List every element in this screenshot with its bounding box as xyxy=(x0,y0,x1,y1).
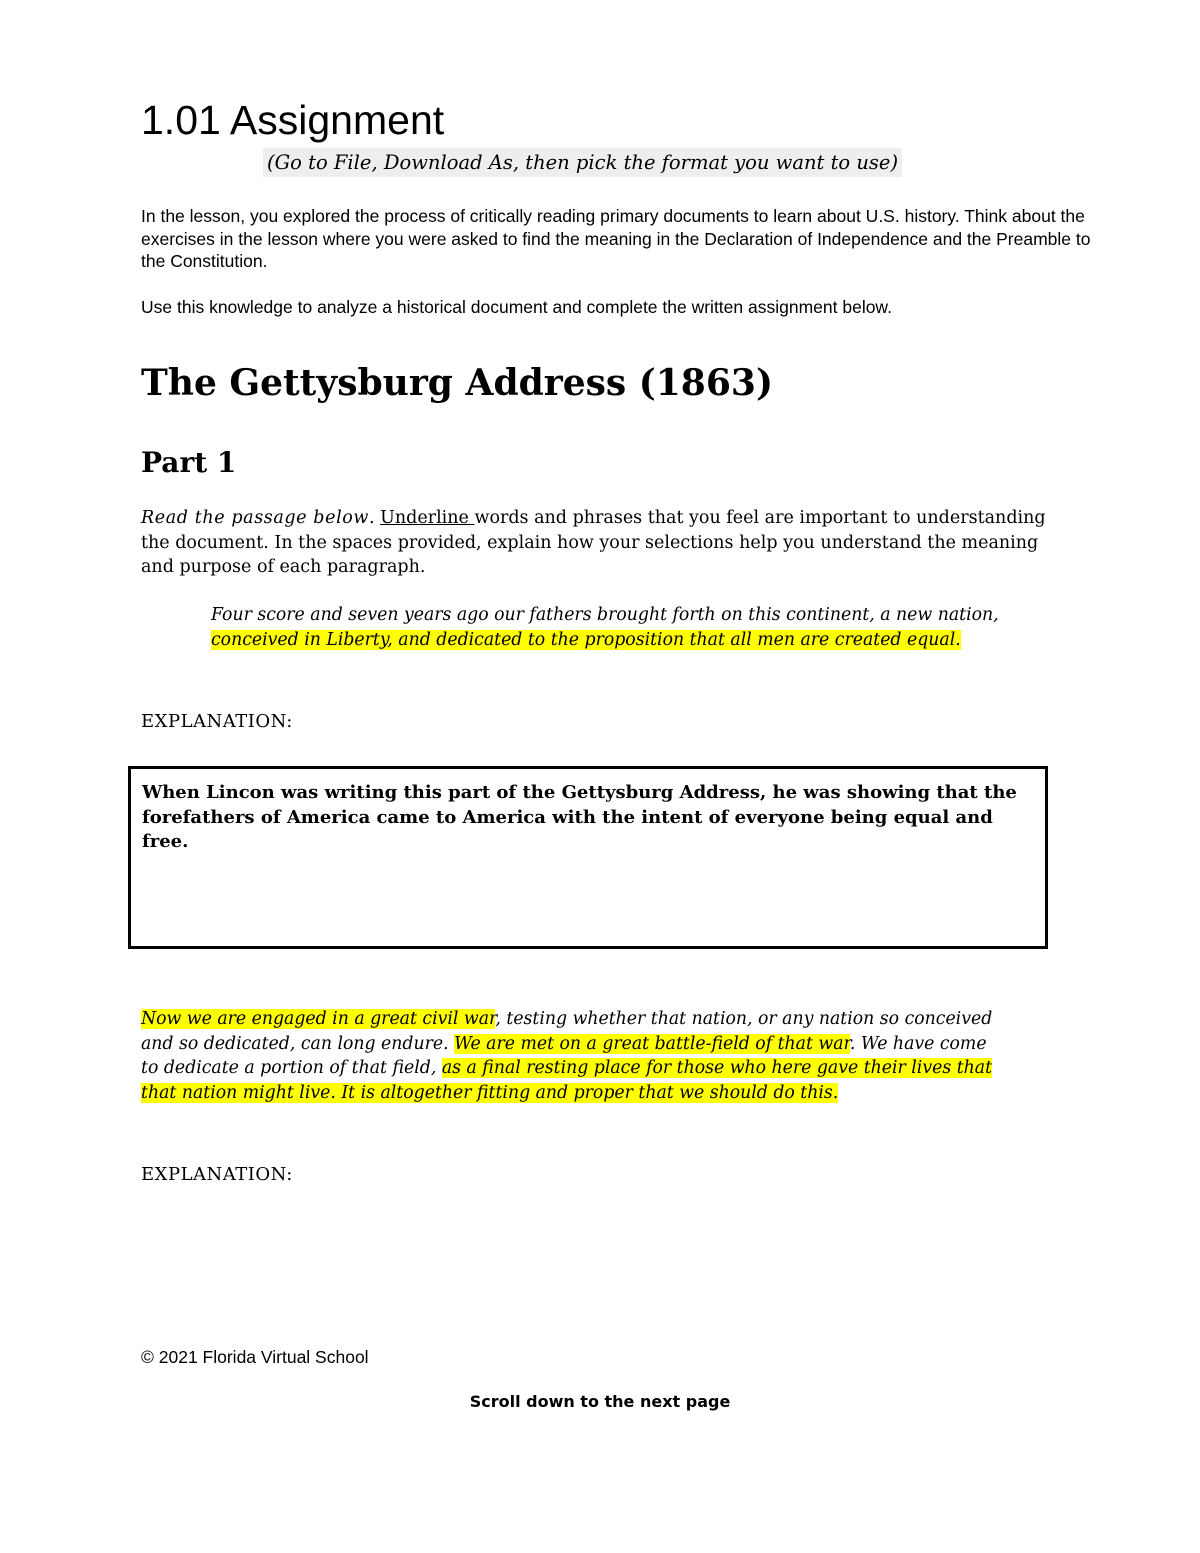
part-instructions xyxy=(141,506,1071,580)
passage-2-text-2: . We have come to dedicate a portion of that field, xyxy=(141,1033,987,1078)
answer-text-1[interactable]: When Lincon was writing this part of the Gettysburg Address, he was showing that the forefathers of America came to America with the intent of everyone being equal and free. xyxy=(142,782,1017,852)
instructions-period: . xyxy=(368,508,375,528)
part-title: Part 1 xyxy=(141,446,237,479)
copyright-notice: © 2021 Florida Virtual School xyxy=(141,1347,369,1367)
passage-2 xyxy=(141,1007,1001,1105)
passage-2-text-1: , testing whether that nation, or any nation so conceived and so dedicated, can long endure. xyxy=(141,1009,993,1054)
intro-paragraph: In the lesson, you explored the process of critically reading primary documents to learn about U.S. history. Think about the exercises in the lesson where you were asked to find the meaning in the Declaration of Independence and the Preamble to the Constitution. xyxy=(141,206,1091,271)
instructions-underline: Underline xyxy=(380,508,475,528)
passage-2-highlight-1: Now we are engaged in a great civil war xyxy=(141,1009,496,1029)
intro-instruction: Use this knowledge to analyze a historical document and complete the written assignment below. xyxy=(141,297,892,317)
document-title: The Gettysburg Address (1863) xyxy=(141,362,773,404)
instructions-lead: Read the passage below xyxy=(141,508,369,528)
passage-1-highlight: conceived in Liberty, and dedicated to the proposition that all men are created equal. xyxy=(211,629,961,650)
page-title: 1.01 Assignment xyxy=(141,97,445,143)
passage-2-highlight-3: as a final resting place for those who here gave their lives that that nation might live. It is altogether fitting and proper that we should do this. xyxy=(141,1058,993,1103)
download-instructions: (Go to File, Download As, then pick the format you want to use) xyxy=(263,148,902,177)
explanation-label-2: EXPLANATION: xyxy=(141,1164,293,1185)
passage-1 xyxy=(211,603,1001,652)
answer-box-1[interactable] xyxy=(128,766,1048,949)
explanation-label-1: EXPLANATION: xyxy=(141,711,293,732)
scroll-down-note: Scroll down to the next page xyxy=(469,1392,731,1411)
subtitle-wrapper xyxy=(263,148,902,177)
passage-1-text: Four score and seven years ago our fathers brought forth on this continent, a new nation, xyxy=(211,605,999,625)
passage-2-highlight-2: We are met on a great battle-field of that war xyxy=(454,1033,850,1054)
instructions-rest: words and phrases that you feel are important to understanding the document. In the spaces provided, explain how your selections help you understand the meaning and purpose of each paragraph. xyxy=(141,508,1046,577)
